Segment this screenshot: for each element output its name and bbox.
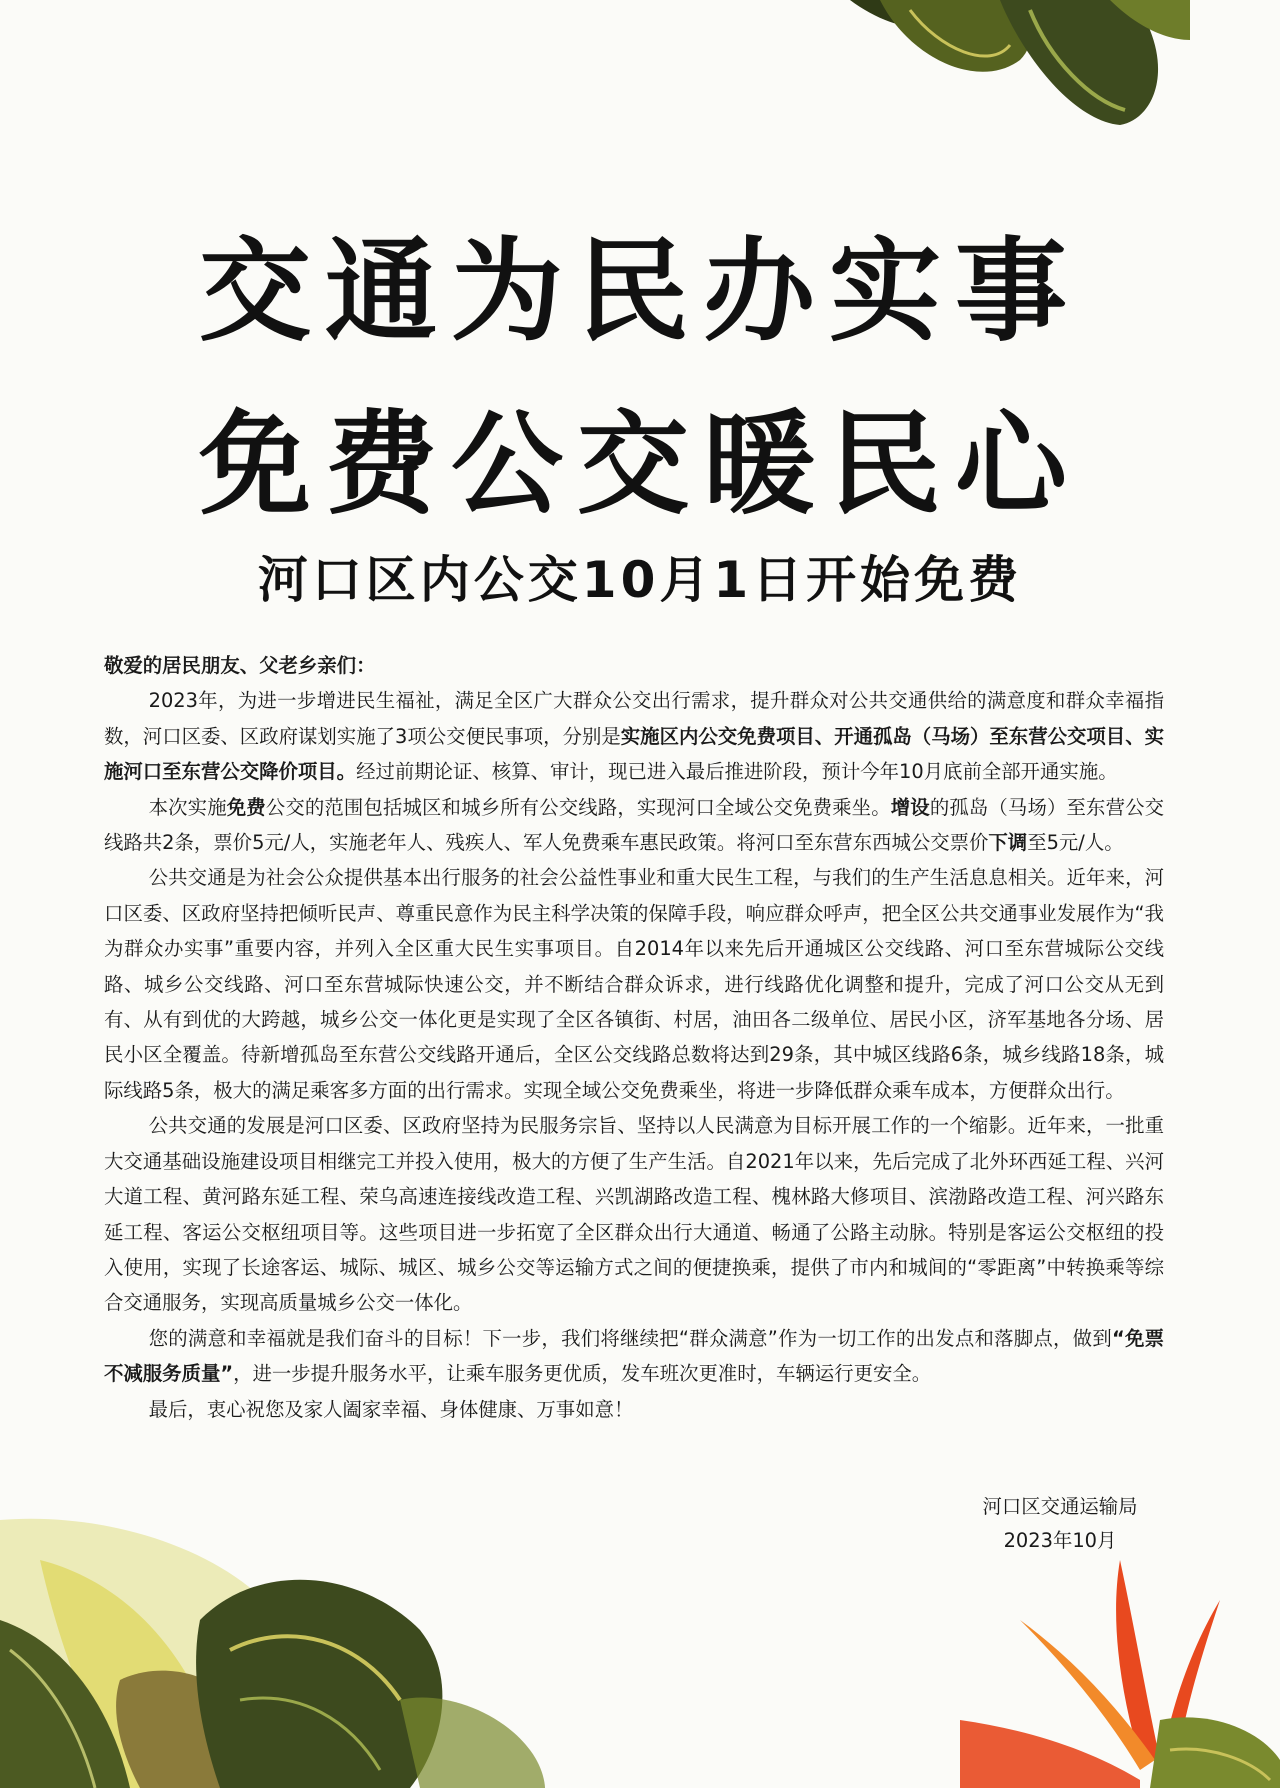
paragraph-5-text-c: ，进一步提升服务水平，让乘车服务更优质，发车班次更准时，车辆运行更安全。: [233, 1362, 932, 1386]
paragraph-2-text-e: 的孤岛（马场）至东营公交线路共2条，票价5元/人，实施老年人、残疾人、军人免费乘车惠民政策。将河口至东营东西城公交票价: [104, 795, 1165, 855]
signature-org: 河口区交通运输局: [982, 1495, 1138, 1518]
paragraph-2-text-g: 至5元/人。: [1027, 831, 1124, 855]
subtitle: 河口区内公交10月1日开始免费: [257, 551, 1023, 609]
paragraph-2-bold-free: 免费: [226, 795, 266, 819]
leaf-decoration-top-icon: [850, 0, 1190, 130]
paragraph-6: 最后，衷心祝您及家人阖家幸福、身体健康、万事如意！: [148, 1397, 634, 1421]
paragraph-5: [104, 1321, 1164, 1392]
greeting: 敬爱的居民朋友、父老乡亲们：: [104, 654, 376, 677]
signature-block: [960, 1490, 1160, 1558]
signature-date: 2023年10月: [1003, 1529, 1117, 1552]
paragraph-2-bold-added: 增设: [890, 795, 930, 819]
paragraph-1-bold: 实施区内公交免费项目、开通孤岛（马场）至东营公交项目、实施河口至东营公交降价项目。: [104, 724, 1164, 784]
notice-body: [104, 648, 1164, 1427]
paragraph-1-text-a: 2023年，为进一步增进民生福祉，满足全区广大群众公交出行需求，提升群众对公共交通供给的满意度和群众幸福指数，河口区委、区政府谋划实施了3项公交便民事项，分别是: [104, 689, 1164, 748]
paragraph-1-text-c: 经过前期论证、核算、审计，现已进入最后推进阶段，预计今年10月底前全部开通实施。: [356, 760, 1118, 784]
paragraph-5-text-a: 您的满意和幸福就是我们奋斗的目标！下一步，我们将继续把“群众满意”作为一切工作的出发点和落脚点，做到: [148, 1326, 1112, 1350]
paragraph-2-bold-lowered: 下调: [988, 831, 1028, 855]
paragraph-1: [104, 683, 1164, 789]
paragraph-2-text-c: 公交的范围包括城区和城乡所有公交线路，实现河口全域公交免费乘坐。: [265, 795, 891, 819]
headline-line-2: 免费公交暖民心: [199, 400, 1081, 530]
paragraph-4: 公共交通的发展是河口区委、区政府坚持为民服务宗旨、坚持以人民满意为目标开展工作的一个缩影。近年来，一批重大交通基础设施建设项目相继完工并投入使用，极大的方便了生产生活。自2021年以来，先后完成了北外环西延工程、兴河大道工程、黄河路东延工程、荣乌高速连接线改造工程、兴凯湖路改造工程、槐林路大修项目、滨渤路改造工程、河兴路东延工程、客运公交枢纽项目等。这些项目进一步拓宽了全区群众出行大通道、畅通了公路主动脉。特别是客运公交枢纽的投入使用，实现了长途客运、城际、城区、城乡公交等运输方式之间的便捷换乘，提供了市内和城间的“零距离”中转换乘等综合交通服务，实现高质量城乡公交一体化。: [104, 1114, 1164, 1315]
leaf-decoration-bottom-left-icon: [0, 1500, 560, 1788]
headline-line-1: 交通为民办实事: [199, 227, 1081, 357]
paragraph-2-text-a: 本次实施: [148, 795, 227, 819]
paragraph-5-bold: “免票不减服务质量”: [104, 1326, 1164, 1386]
flower-decoration-bottom-right-icon: [960, 1560, 1280, 1788]
paragraph-3: 公共交通是为社会公众提供基本出行服务的社会公益性事业和重大民生工程，与我们的生产生活息息相关。近年来，河口区委、区政府坚持把倾听民声、尊重民意作为民主科学决策的保障手段，响应群众呼声，把全区公共交通事业发展作为“我为群众办实事”重要内容，并列入全区重大民生实事项目。自2014年以来先后开通城区公交线路、河口至东营城际公交线路、城乡公交线路、河口至东营城际快速公交，并不断结合群众诉求，进行线路优化调整和提升，完成了河口公交从无到有、从有到优的大跨越，城乡公交一体化更是实现了全区各镇街、村居，油田各二级单位、居民小区，济军基地各分场、居民小区全覆盖。待新增孤岛至东营公交线路开通后，全区公交线路总数将达到29条，其中城区线路6条，城乡线路18条，城际线路5条，极大的满足乘客多方面的出行需求。实现全域公交免费乘坐，将进一步降低群众乘车成本，方便群众出行。: [104, 866, 1164, 1102]
paragraph-2: [104, 790, 1164, 861]
